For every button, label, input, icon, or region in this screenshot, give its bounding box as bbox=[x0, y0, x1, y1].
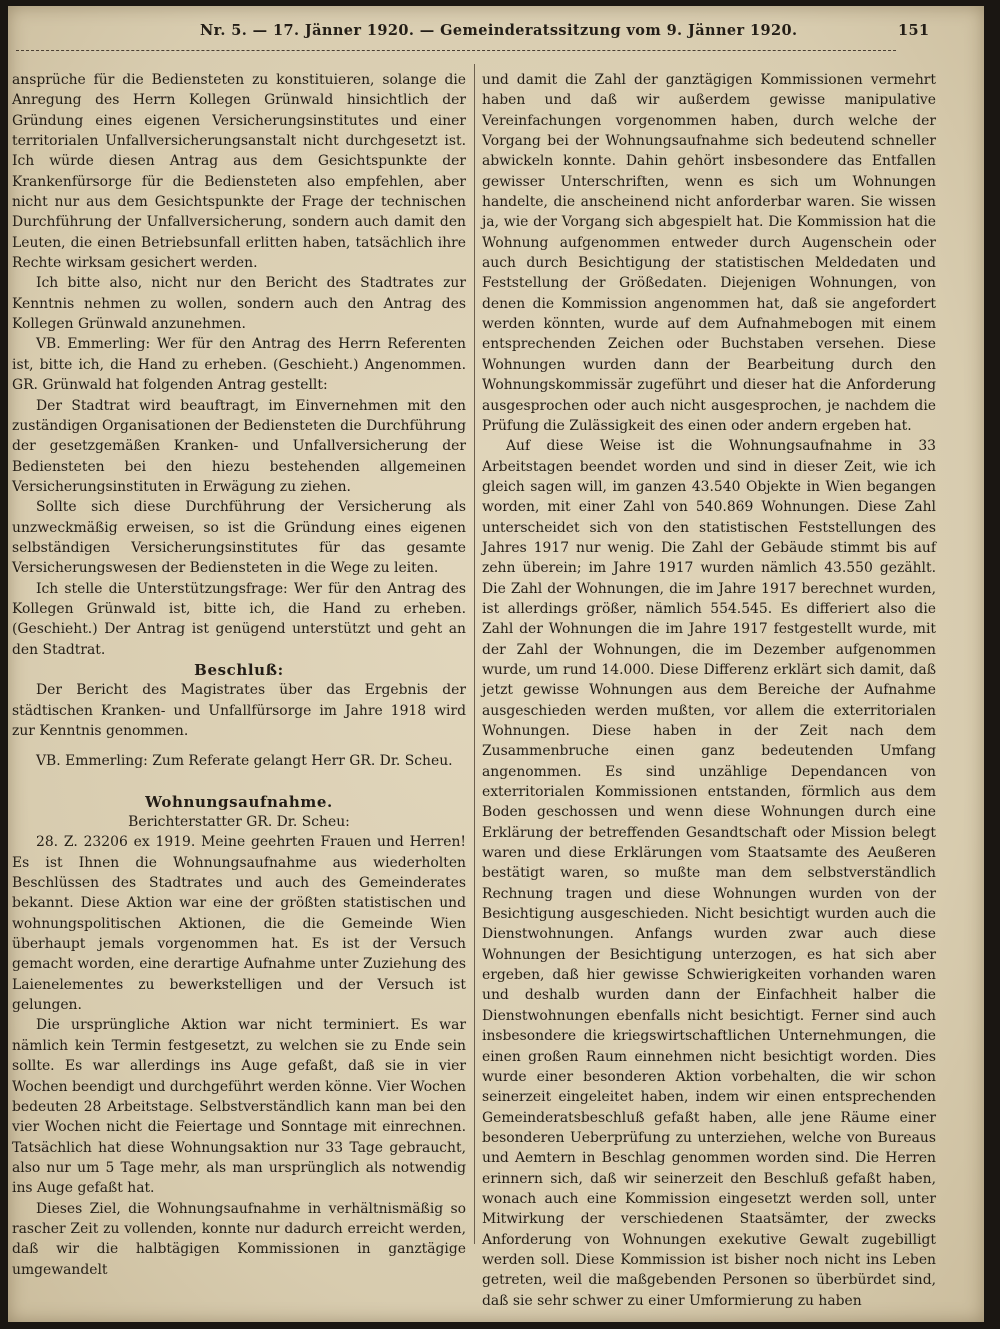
paragraph: Der Bericht des Magistrates über das Ergebnis der städtischen Kranken- und Unfallfürsorge im Jahre 1918 wird zur Kenntnis genommen. bbox=[12, 682, 466, 739]
section-heading: Wohnungsaufnahme. bbox=[145, 792, 333, 811]
paragraph: Auf diese Weise ist die Wohnungsaufnahme in 33 Arbeitstagen beendet worden und sind in dieser Zeit, wie ich gleich sagen will, im ganzen 43.540 Objekte in Wien begangen worden, mit einer Zahl von 540.869 Wohnungen. Diese Zahl unterscheidet sich von den statistischen Feststellungen des Jahres 1917 nur wenig. Die Zahl der Gebäude stimmt bis auf zehn überein; im Jahre 1917 wurden nämlich 43.550 gezählt. Die Zahl der Wohnungen, die im Jahre 1917 berechnet wurden, ist allerdings größer, nämlich 554.545. Es differiert also die Zahl der Wohnungen die im Jahre 1917 festgestellt wurde, mit der Zahl der Wohnungen, die im Dezember aufgenommen wurde, um rund 14.000. Diese Differenz erklärt sich damit, daß jetzt gewisse Wohnungen aus dem Bereiche der Aufnahme ausgeschieden werden mußten, vor allem die exterritorialen Wohnungen. Diese haben in der Zeit nach dem Zusammenbruche einen ganz bedeutenden Umfang angenommen. Es sind unzählige Dependancen von exterritorialen Kommissionen entstanden, förmlich aus dem Boden geschossen und wenn diese Wohnungen durch eine Erklärung der betreffenden Gesandtschaft oder Mission belegt waren und diese Erklärungen vom Staatsamte des Aeußeren bestätigt waren, so mußte man dem selbstverständlich Rechnung tragen und diese Wohnungen wurden von der Besichtigung ausgeschieden. Nicht besichtigt wurden auch die Dienstwohnungen. Anfangs wurden zwar auch diese Wohnungen der Besichtigung unterzogen, es hat sich aber ergeben, daß hier gewisse Schwierigkeiten vorhanden waren und deshalb wurden dann der Einfachheit halber die Dienstwohnungen ebenfalls nicht besichtigt. Ferner sind auch insbesondere die kriegswirtschaftlichen Unternehmungen, die einen großen Raum einnehmen nicht besichtigt worden. Dies wurde einer besonderen Aktion vorbehalten, die wir schon seinerzeit eingeleitet haben, indem wir einen entsprechenden Gemeinderatsbeschluß gefaßt haben, alle jene Räume einer besonderen Ueberprüfung zu unterziehen, welche von Bureaus und Aemtern in Beschlag genommen worden sind. Die Herren erinnern sich, daß wir seinerzeit den Beschluß gefaßt haben, wonach auch eine Kommission eingesetzt werden soll, unter Mitwirkung der verschiedenen Staatsämter, der zwecks Anforderung von Wohnungen exekutive Gewalt zugebilligt werden soll. Diese Kommission ist bisher noch nicht ins Leben getreten, weil die maßgebenden Personen so überbürdet sind, daß sie sehr schwer zu einer Umformierung zu haben bbox=[482, 438, 936, 1309]
paragraph: Ich bitte also, nicht nur den Bericht des Stadtrates zur Kenntnis nehmen zu wollen, sondern auch den Antrag des Kollegen Grünwald anzunehmen. bbox=[12, 275, 466, 333]
header-rule bbox=[16, 50, 896, 51]
paragraph: Der Stadtrat wird beauftragt, im Einvernehmen mit den zuständigen Organisationen der Bediensteten die Durchführung der gesetzgemäßen Kranken- und Unfallversicherung der Bediensteten bei den hiezu bestehenden allgemeinen Versicherungsinstituten in Erwägung zu ziehen. bbox=[12, 397, 466, 495]
paragraph: 28. Z. 23206 ex 1919. Meine geehrten Frauen und Herren! Es ist Ihnen die Wohnungsaufnahme aus wiederholten Beschlüssen des Stadtrates und auch des Gemeinderates bekannt. Diese Aktion war eine der größten statistischen und wohnungspolitischen Aktionen, die die Gemeinde Wien überhaupt jemals vorgenommen hat. Es ist der Versuch gemacht worden, eine derartige Aufnahme unter Zuziehung des Laienelementes zu bewerkstelligen und der Versuch ist gelungen. bbox=[12, 834, 466, 1014]
paragraph: ansprüche für die Bediensteten zu konstituieren, solange die Anregung des Herrn Kollegen Grünwald hinsichtlich der Gründung eines eigenen Versicherungsinstitutes und einer territorialen Unfallversicherungsanstalt nicht durchgesetzt ist. Ich würde diesen Antrag aus dem Gesichtspunkte der Krankenfürsorge für die Bediensteten also empfehlen, aber nicht nur aus dem Gesichtspunkte der Frage der technischen Durchführung der Unfallversicherung, sondern auch damit den Leuten, die einen Betriebsunfall erlitten haben, tatsächlich ihre Rechte wirksam gesichert werden. bbox=[12, 72, 466, 272]
paragraph: Sollte sich diese Durchführung der Versicherung als unzweckmäßig erweisen, so ist die Gründung eines eigenen selbständigen Versicherungsinstitutes für das gesamte Versicherungswesen der Bediensteten in die Wege zu leiten. bbox=[12, 499, 466, 577]
paragraph: Ich stelle die Unterstützungsfrage: Wer für den Antrag des Kollegen Grünwald ist, bitte ich, die Hand zu erheben. (Geschieht.) Der Antrag ist genügend unterstützt und geht an den Stadtrat. bbox=[12, 580, 466, 658]
right-column bbox=[482, 70, 936, 1311]
reporter-line: Berichterstatter GR. Dr. Scheu: bbox=[128, 814, 350, 831]
page-header bbox=[8, 20, 984, 44]
beschluss-heading: Beschluß: bbox=[194, 660, 284, 679]
spacer bbox=[12, 772, 466, 792]
spacer bbox=[12, 741, 466, 751]
header-title: Nr. 5. — 17. Jänner 1920. — Gemeinderatssitzung vom 9. Jänner 1920. bbox=[200, 22, 798, 39]
newspaper-page bbox=[8, 6, 984, 1322]
paragraph: und damit die Zahl der ganztägigen Kommissionen vermehrt haben und daß wir außerdem gewisse manipulative Vereinfachungen vorgenommen haben, durch welche der Vorgang bei der Wohnungsaufnahme sich bedeutend schneller abwickeln konnte. Dahin gehört insbesondere das Entfallen gewisser Unterschriften, wenn es sich um Wohnungen handelte, die anscheinend nicht anforderbar waren. Sie wissen ja, wie der Vorgang sich abgespielt hat. Die Kommission hat die Wohnung aufgenommen entweder durch Augenschein oder auch durch Besichtigung der statistischen Meldedaten und Feststellung der Größedaten. Diejenigen Wohnungen, von denen die Kommission angenommen hat, daß sie angefordert werden könnten, wurde auf dem Aufnahmebogen mit einem entsprechenden Zeichen oder Buchstaben versehen. Diese Wohnungen wurden dann der Bearbeitung durch den Wohnungskommissär zugeführt und dieser hat die Anforderung ausgesprochen oder auch nicht ausgesprochen, je nachdem die Prüfung die Zulässigkeit des einen oder andern ergeben hat. bbox=[482, 72, 936, 434]
column-divider bbox=[474, 64, 475, 1244]
paragraph: Die ursprüngliche Aktion war nicht terminiert. Es war nämlich kein Termin festgesetzt, zu welchen sie zu Ende sein sollte. Es war allerdings ins Auge gefaßt, daß sie in vier Wochen beendigt und durchgeführt werden könne. Vier Wochen bedeuten 28 Arbeitstage. Selbstverständlich kann man bei den vier Wochen nicht die Feiertage und Sonntage mit einrechnen. Tatsächlich hat diese Wohnungsaktion nur 33 Tage gebraucht, also nur um 5 Tage mehr, als man ursprünglich als notwendig ins Auge gefaßt hat. bbox=[12, 1017, 466, 1197]
paragraph: VB. Emmerling: Zum Referate gelangt Herr GR. Dr. Scheu. bbox=[36, 753, 453, 770]
paragraph: Dieses Ziel, die Wohnungsaufnahme in verhältnismäßig so rascher Zeit zu vollenden, konnte nur dadurch erreicht werden, daß wir die halbtägigen Kommissionen in ganztägige umgewandelt bbox=[12, 1200, 466, 1278]
page-number: 151 bbox=[898, 22, 930, 39]
paragraph: VB. Emmerling: Wer für den Antrag des Herrn Referenten ist, bitte ich, die Hand zu erheben. (Geschieht.) Angenommen. GR. Grünwald hat folgenden Antrag gestellt: bbox=[12, 336, 466, 394]
left-column bbox=[12, 70, 466, 1280]
